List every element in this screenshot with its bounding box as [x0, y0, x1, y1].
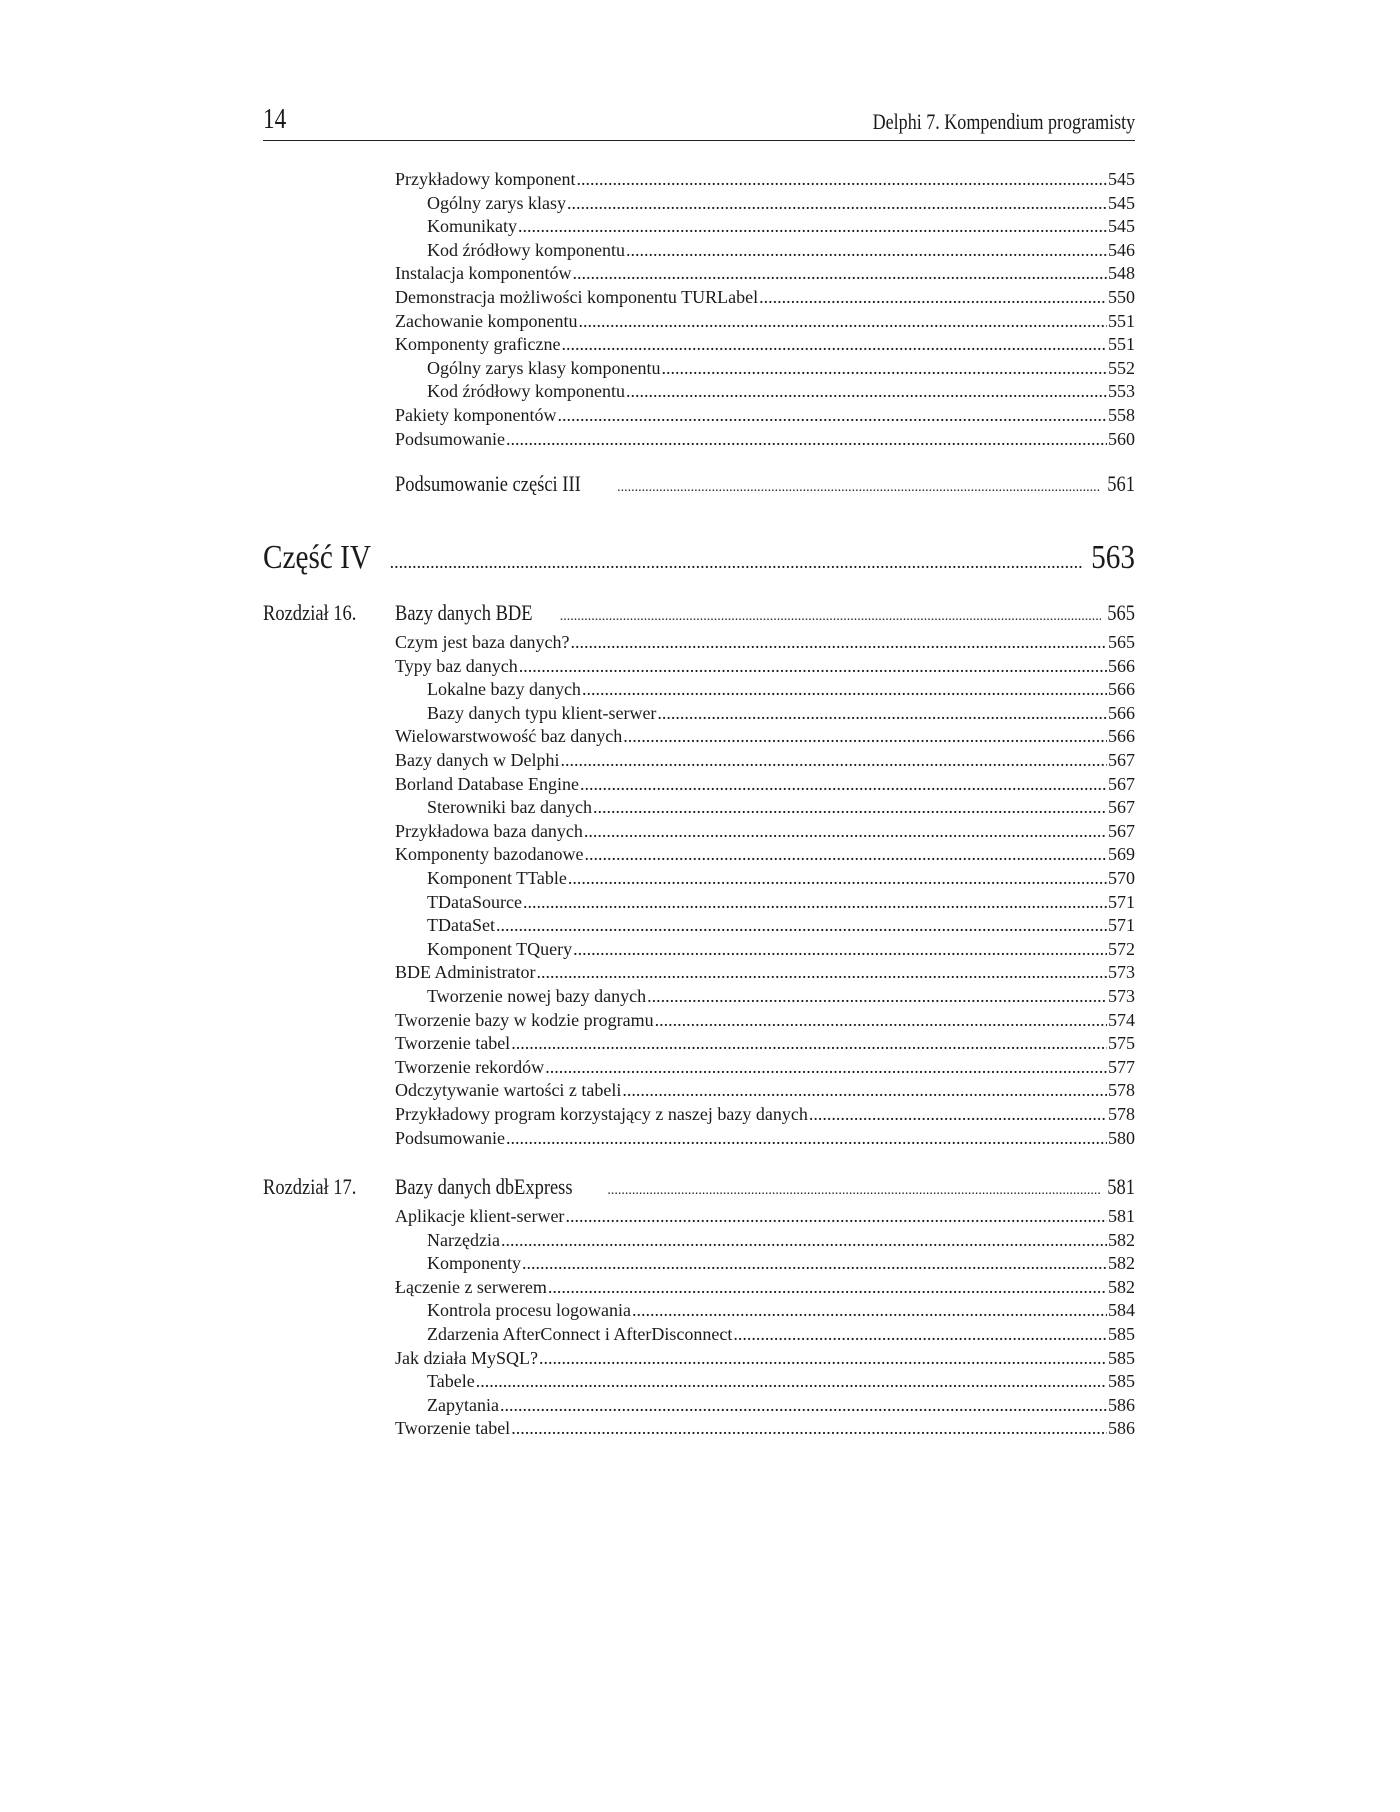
- toc-entry[interactable]: [395, 961, 1135, 985]
- toc-entry-page: 561: [1107, 471, 1135, 496]
- dot-leader: [623, 725, 1107, 749]
- toc-entry-title: Tworzenie rekordów: [395, 1056, 545, 1077]
- toc-entry-page: 582: [1108, 1276, 1135, 1297]
- toc-entry-page: 548: [1108, 263, 1135, 284]
- dot-leader: [539, 1347, 1107, 1371]
- toc-entry[interactable]: [395, 725, 1135, 749]
- toc-entry[interactable]: [427, 1252, 1135, 1276]
- toc-entry-page: 574: [1108, 1009, 1135, 1030]
- toc-entry-title: Typy baz danych: [395, 655, 518, 676]
- dot-leader: [476, 1370, 1107, 1394]
- page-number: 14: [263, 103, 287, 135]
- toc-entry-page: 570: [1108, 868, 1135, 888]
- dot-leader: [809, 1103, 1107, 1127]
- dot-leader: [561, 333, 1107, 357]
- toc-entry[interactable]: [395, 1103, 1135, 1127]
- toc-entry-title: Demonstracja możliwości komponentu TURLabel: [395, 287, 759, 307]
- toc-summary-part3[interactable]: [395, 469, 1135, 499]
- toc-entry-title: Zachowanie komponentu: [395, 310, 578, 331]
- toc-entry-title: Kontrola procesu logowania: [427, 1300, 631, 1321]
- toc-entry-title: Lokalne bazy danych: [427, 679, 581, 700]
- toc-entry[interactable]: [395, 1127, 1135, 1151]
- toc-entry-page: 567: [1108, 797, 1135, 818]
- toc-entry[interactable]: [427, 215, 1135, 239]
- toc-entry-title: Tworzenie nowej bazy danych: [427, 986, 647, 1006]
- dot-leader: [511, 1032, 1107, 1056]
- toc-entry[interactable]: [395, 333, 1135, 357]
- chapter-label: Rozdział 16.: [263, 600, 357, 625]
- toc-part-page: 563: [1091, 539, 1135, 576]
- toc-entry-page: 550: [1108, 287, 1135, 307]
- dot-leader: [657, 702, 1107, 726]
- toc-entry[interactable]: [395, 310, 1135, 334]
- toc-entry[interactable]: [395, 168, 1135, 192]
- toc-entry[interactable]: [395, 1417, 1135, 1441]
- dot-leader: [733, 1323, 1107, 1347]
- dot-leader: [626, 239, 1107, 263]
- toc-entry-page: 573: [1108, 986, 1135, 1006]
- dot-leader: [607, 1176, 1101, 1202]
- toc-entry[interactable]: [395, 428, 1135, 452]
- dot-leader: [545, 1056, 1107, 1080]
- toc-entry-title: TDataSource: [427, 891, 522, 912]
- toc-entry-page: 585: [1108, 1347, 1135, 1368]
- toc-entry-title: Komponent TQuery: [427, 938, 573, 959]
- toc-entry-title: Tworzenie tabel: [395, 1418, 511, 1439]
- dot-leader: [632, 1299, 1107, 1323]
- toc-entry-title: Czym jest baza danych?: [395, 632, 570, 652]
- toc-entry-title: Przykładowy program korzystający z naszej bazy danych: [395, 1104, 808, 1124]
- dot-leader: [506, 428, 1107, 452]
- toc-entry-page: 585: [1108, 1324, 1135, 1344]
- toc-entry-page: 567: [1108, 773, 1135, 794]
- dot-leader: [560, 749, 1107, 773]
- dot-leader: [576, 168, 1107, 192]
- toc-entry-page: 586: [1108, 1394, 1135, 1415]
- toc-entry-page: 580: [1108, 1127, 1135, 1148]
- toc-entry-title: Jak działa MySQL?: [395, 1347, 538, 1368]
- dot-leader: [519, 655, 1107, 679]
- toc-entry-title: Kod źródłowy komponentu: [427, 381, 625, 402]
- toc-entry-page: 565: [1108, 632, 1135, 652]
- toc-entry-page: 560: [1108, 428, 1135, 449]
- toc-entry-title: Pakiety komponentów: [395, 405, 557, 425]
- toc-entry-page: 585: [1108, 1371, 1135, 1392]
- toc-entry-page: 572: [1108, 938, 1135, 959]
- toc-entry[interactable]: [395, 820, 1135, 844]
- dot-leader: [584, 843, 1107, 867]
- toc-entry-title: Zapytania: [427, 1394, 499, 1415]
- toc-entry-page: 567: [1108, 750, 1135, 770]
- dot-leader: [759, 286, 1107, 310]
- toc-entry-title: Ogólny zarys klasy komponentu: [427, 357, 661, 378]
- dot-leader: [617, 473, 1101, 499]
- toc-entry-title: Tworzenie tabel: [395, 1033, 511, 1054]
- toc-entry[interactable]: [427, 891, 1135, 915]
- toc-entry[interactable]: [427, 702, 1135, 726]
- toc-entry-page: 581: [1108, 1206, 1135, 1226]
- toc-entry[interactable]: [427, 357, 1135, 381]
- dot-leader: [522, 1252, 1107, 1276]
- toc-entry[interactable]: [427, 1299, 1135, 1323]
- chapter-label: Rozdział 17.: [263, 1174, 357, 1199]
- toc-entry-title: Aplikacje klient-serwer: [395, 1206, 565, 1226]
- dot-leader: [584, 820, 1107, 844]
- toc-part-heading[interactable]: [263, 537, 1135, 579]
- toc-chapter-heading[interactable]: [395, 1172, 1135, 1202]
- dot-leader: [501, 1229, 1107, 1253]
- toc-entry-page: 546: [1108, 239, 1135, 260]
- toc-entry-title: Przykładowa baza danych: [395, 820, 583, 841]
- toc-entry-page: 566: [1108, 702, 1135, 723]
- toc-entry-title: Zdarzenia AfterConnect i AfterDisconnect: [427, 1324, 733, 1344]
- dot-leader: [567, 192, 1107, 216]
- toc-entry-title: Komponenty: [427, 1253, 521, 1274]
- toc-entry-page: 551: [1108, 334, 1135, 355]
- toc-chapter-page: 581: [1107, 1174, 1135, 1199]
- toc-entry-title: Sterowniki baz danych: [427, 797, 592, 818]
- toc-entry-title: Przykładowy komponent: [395, 169, 576, 189]
- toc-entry-page: 552: [1108, 357, 1135, 378]
- toc-entry-page: 582: [1108, 1253, 1135, 1274]
- dot-leader: [578, 310, 1107, 334]
- toc-entry-page: 573: [1108, 962, 1135, 983]
- toc-entry-page: 566: [1108, 679, 1135, 700]
- toc-entry[interactable]: [427, 678, 1135, 702]
- toc-entry-title: BDE Administrator: [395, 962, 536, 983]
- toc-entry-page: 571: [1108, 891, 1135, 912]
- dot-leader: [557, 404, 1107, 428]
- toc-entry[interactable]: [427, 867, 1135, 891]
- dot-leader: [580, 773, 1107, 797]
- toc-entry-title: Tworzenie bazy w kodzie programu: [395, 1009, 654, 1030]
- dot-leader: [518, 215, 1107, 239]
- toc-entry[interactable]: [427, 239, 1135, 263]
- dot-leader: [593, 796, 1107, 820]
- toc-entry-title: Podsumowanie: [395, 1127, 505, 1148]
- toc-entry-page: 569: [1108, 844, 1135, 865]
- toc-entry-page: 566: [1108, 655, 1135, 676]
- toc-entry[interactable]: [395, 631, 1135, 655]
- toc-entry-title: TDataSet: [427, 915, 495, 936]
- toc-entry-page: 584: [1108, 1300, 1135, 1321]
- toc-chapter-page: 565: [1107, 600, 1135, 625]
- toc-entry-page: 545: [1108, 192, 1135, 213]
- toc-entry[interactable]: [427, 1394, 1135, 1418]
- dot-leader: [622, 1079, 1107, 1103]
- toc-entry-page: 551: [1108, 310, 1135, 331]
- toc-entry-page: 575: [1108, 1033, 1135, 1054]
- toc-entry-title: Komponenty graficzne: [395, 334, 561, 355]
- toc-entry-page: 558: [1108, 405, 1135, 425]
- toc-entry[interactable]: [427, 938, 1135, 962]
- toc-entry-page: 578: [1108, 1104, 1135, 1124]
- toc-entry-title: Instalacja komponentów: [395, 263, 572, 284]
- dot-leader: [560, 602, 1101, 628]
- toc-entry-title: Komponenty bazodanowe: [395, 844, 584, 865]
- dot-leader: [570, 631, 1107, 655]
- toc-entry[interactable]: [395, 286, 1135, 310]
- dot-leader: [655, 1009, 1107, 1033]
- book-title: Delphi 7. Kompendium programisty: [872, 109, 1135, 134]
- toc-entry[interactable]: [427, 1323, 1135, 1347]
- toc-entry[interactable]: [427, 1370, 1135, 1394]
- toc-entry[interactable]: [395, 404, 1135, 428]
- dot-leader: [496, 914, 1107, 938]
- toc-entry[interactable]: [427, 192, 1135, 216]
- dot-leader: [523, 891, 1107, 915]
- dot-leader: [511, 1417, 1107, 1441]
- toc-entry[interactable]: [395, 1056, 1135, 1080]
- page-header: [263, 100, 1135, 141]
- toc-entry[interactable]: [395, 1032, 1135, 1056]
- toc-entry[interactable]: [395, 843, 1135, 867]
- toc-entry[interactable]: [395, 1205, 1135, 1229]
- dot-leader: [565, 1205, 1107, 1229]
- toc-entry-page: 582: [1108, 1229, 1135, 1250]
- toc-entry[interactable]: [427, 985, 1135, 1009]
- toc-entry-title: Kod źródłowy komponentu: [427, 239, 625, 260]
- toc-entry[interactable]: [395, 1347, 1135, 1371]
- toc-chapter-heading[interactable]: [395, 598, 1135, 628]
- toc-entry-title: Ogólny zarys klasy: [427, 192, 566, 213]
- toc-entry-title: Odczytywanie wartości z tabeli: [395, 1080, 622, 1101]
- toc-entry-title: Borland Database Engine: [395, 773, 579, 794]
- toc-entry-page: 577: [1108, 1056, 1135, 1077]
- dot-leader: [506, 1127, 1107, 1151]
- toc-entry[interactable]: [395, 749, 1135, 773]
- toc-entry-title: Komunikaty: [427, 216, 517, 237]
- dot-leader: [548, 1276, 1107, 1300]
- toc-entry-page: 578: [1108, 1080, 1135, 1101]
- toc-entry-title: Narzędzia: [427, 1229, 500, 1250]
- toc-entry-page: 571: [1108, 915, 1135, 936]
- dot-leader: [500, 1394, 1107, 1418]
- toc-entry-title: Bazy danych w Delphi: [395, 750, 560, 770]
- toc-entry[interactable]: [395, 262, 1135, 286]
- dot-leader: [573, 938, 1107, 962]
- toc-entry[interactable]: [427, 914, 1135, 938]
- dot-leader: [661, 357, 1107, 381]
- toc-entry-title: Podsumowanie części III: [395, 471, 581, 496]
- toc-entry-title: Podsumowanie: [395, 428, 505, 449]
- dot-leader: [390, 541, 1083, 579]
- toc-entry-title: Komponent TTable: [427, 868, 567, 888]
- toc-chapter-title: Bazy danych dbExpress: [395, 1174, 573, 1199]
- toc-entry-page: 553: [1108, 381, 1135, 402]
- toc-entry[interactable]: [427, 1229, 1135, 1253]
- toc-entry-title: Bazy danych typu klient-serwer: [427, 702, 657, 723]
- toc-entry-page: 566: [1108, 726, 1135, 747]
- dot-leader: [582, 678, 1107, 702]
- toc-entry-title: Łączenie z serwerem: [395, 1276, 547, 1297]
- toc-entry-page: 586: [1108, 1418, 1135, 1439]
- dot-leader: [647, 985, 1107, 1009]
- dot-leader: [537, 961, 1108, 985]
- toc-entry[interactable]: [395, 1276, 1135, 1300]
- toc-entry-page: 545: [1108, 169, 1135, 189]
- toc-entry-title: Wielowarstwowość baz danych: [395, 726, 623, 747]
- toc-entry[interactable]: [395, 1079, 1135, 1103]
- toc-entry[interactable]: [395, 655, 1135, 679]
- toc-part-title: Część IV: [263, 539, 371, 576]
- dot-leader: [568, 867, 1107, 891]
- dot-leader: [626, 380, 1107, 404]
- toc-entry[interactable]: [427, 796, 1135, 820]
- dot-leader: [572, 262, 1107, 286]
- toc-entry-page: 567: [1108, 820, 1135, 841]
- toc-entry-title: Tabele: [427, 1371, 475, 1392]
- toc-entry[interactable]: [395, 773, 1135, 797]
- toc-entry[interactable]: [427, 380, 1135, 404]
- toc-entry[interactable]: [395, 1009, 1135, 1033]
- toc-entry-page: 545: [1108, 216, 1135, 237]
- toc-chapter-title: Bazy danych BDE: [395, 600, 533, 625]
